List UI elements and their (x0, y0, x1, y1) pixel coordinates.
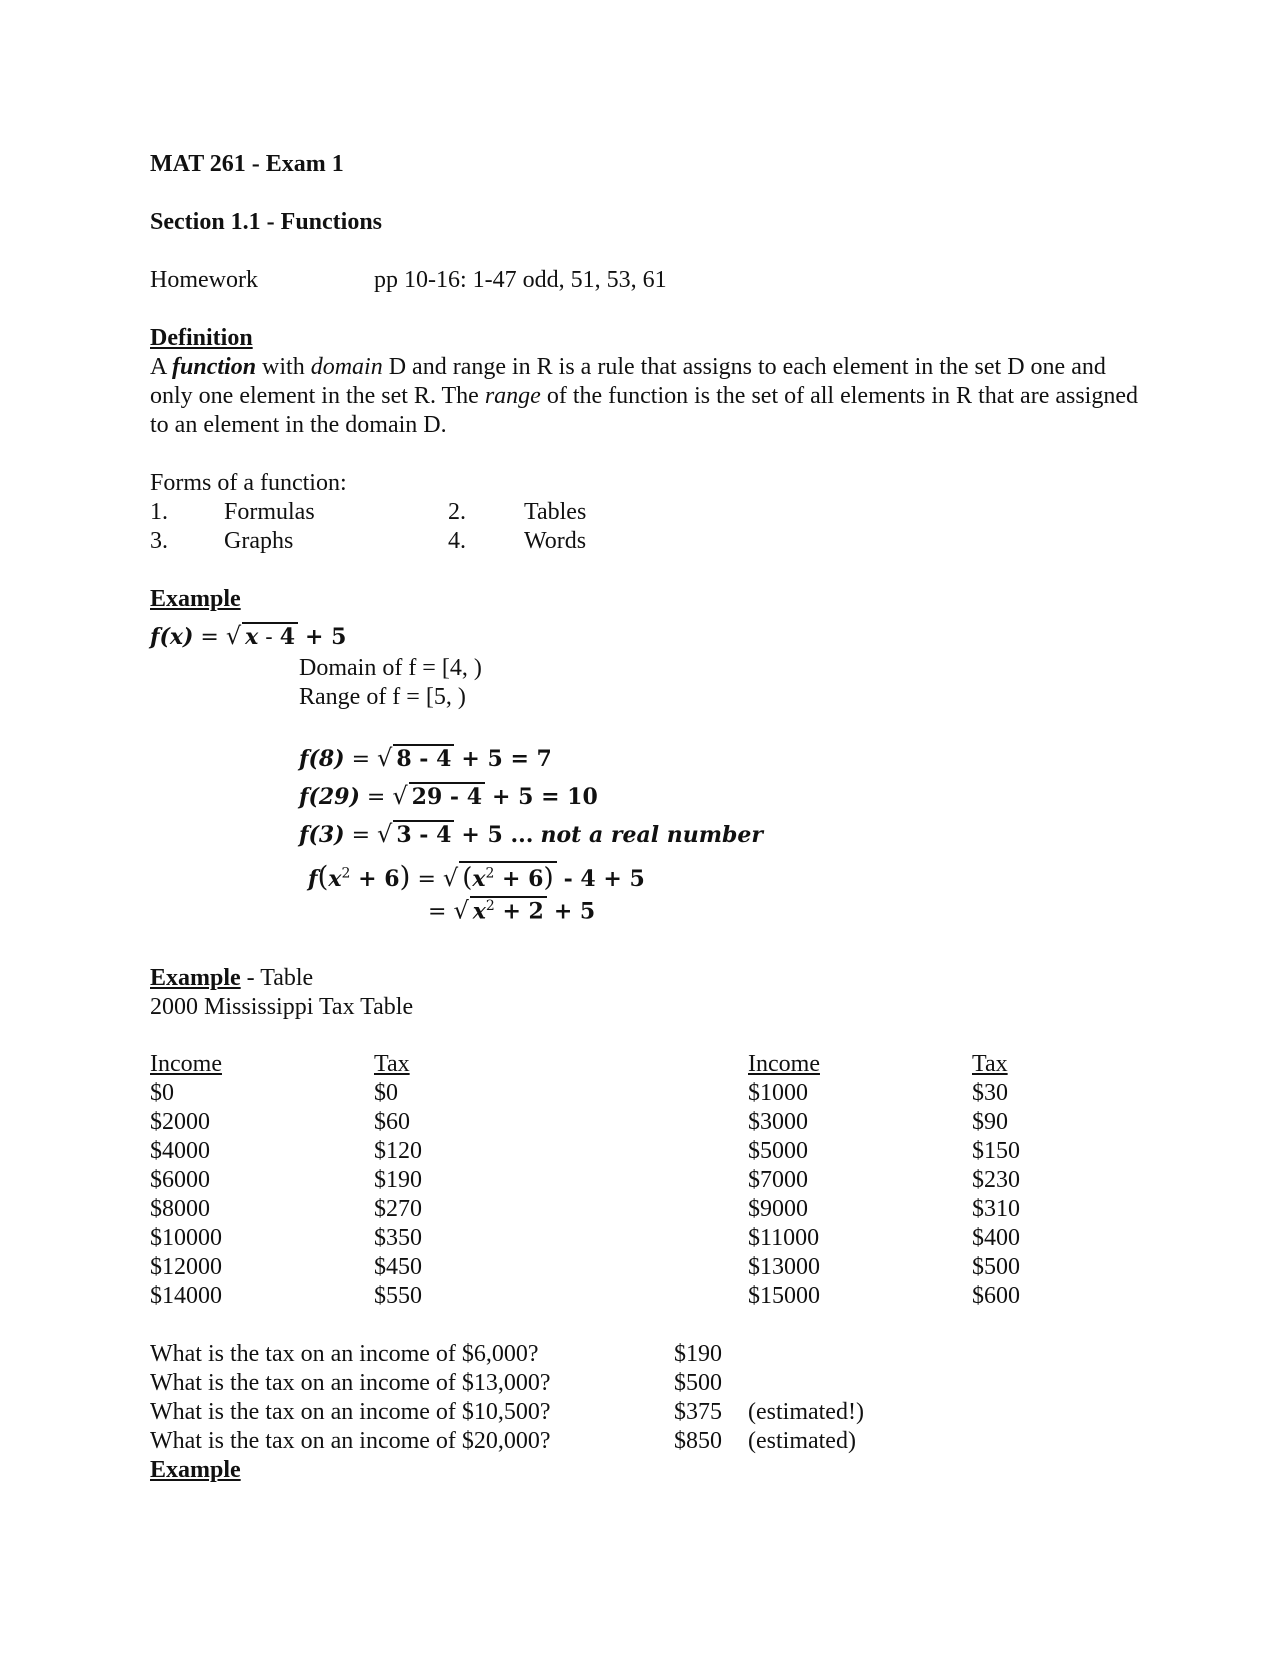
col-header-income-right: Income (748, 1051, 820, 1077)
radicand: 3 - 4 (393, 820, 454, 848)
section-heading: Section 1.1 - Functions (150, 209, 383, 235)
table-row (748, 1108, 1008, 1137)
equals-sign: = (366, 785, 386, 810)
form-label: Formulas (224, 499, 315, 525)
eval-lhs: f (308, 866, 318, 892)
definition-heading: Definition (150, 325, 253, 351)
question-text: What is the tax on an income of $6,000? (150, 1341, 539, 1367)
range-text: Range of f = [5, ) (299, 684, 466, 710)
table-row (150, 1195, 422, 1224)
table-row (150, 1253, 422, 1282)
eval-rest: + 5 ... (461, 822, 534, 848)
radical-sign: √ (225, 622, 242, 650)
form-number: 2. (448, 499, 466, 525)
cell-tax: $230 (972, 1167, 1020, 1193)
cell-income: $6000 (150, 1167, 210, 1193)
eval-f3 (299, 820, 763, 848)
right-table (748, 1079, 1020, 1311)
radicand (470, 896, 547, 924)
cell-tax: $450 (374, 1254, 422, 1280)
question-row (150, 1340, 722, 1369)
eval-fx2-simplified (428, 896, 595, 924)
left-table (150, 1079, 422, 1311)
eval-fx2: $f(x^2 + 6)$ = √ $(x^2 + 6) - 4 + 5$ (308, 860, 645, 893)
definition-text-part: of the function is the set of all elements in R that are assigned to an element in the domain D. (150, 383, 1139, 438)
cell-income: $1000 (748, 1080, 808, 1106)
table-row (748, 1195, 1020, 1224)
cell-income: $12000 (150, 1254, 222, 1280)
cell-income: $0 (150, 1080, 174, 1106)
answer-note: (estimated) (748, 1428, 856, 1454)
form-label: Graphs (224, 528, 294, 554)
form-label: Words (524, 528, 587, 554)
col-header-tax-left: Tax (374, 1051, 410, 1077)
cell-income: $14000 (150, 1283, 222, 1309)
eval-lhs: f(29) (299, 784, 360, 810)
homework-value: pp 10-16: 1-47 odd, 51, 53, 61 (374, 267, 667, 293)
form-number: 3. (150, 528, 168, 554)
equals-sign: = (417, 867, 436, 892)
equals-sign: = (200, 625, 219, 650)
question-row (150, 1427, 856, 1456)
document-title: MAT 261 - Exam 1 (150, 151, 344, 177)
cell-tax: $30 (972, 1080, 1008, 1106)
table-row (748, 1079, 1008, 1108)
domain-text: Domain of f = [4, ) (299, 655, 482, 681)
definition-text-part: with (256, 354, 311, 380)
radical-sign: √ (377, 744, 393, 772)
example-table-heading (150, 964, 313, 993)
radicand-exponent: 2 (485, 865, 495, 882)
radicand (242, 622, 298, 650)
eval-rest: + 5 = 10 (492, 784, 598, 810)
equals-sign: = (351, 823, 371, 848)
cell-income: $11000 (748, 1225, 820, 1251)
radicand-var: x (472, 866, 486, 892)
cell-tax: $550 (374, 1283, 422, 1309)
radical-sign: √ (392, 782, 408, 810)
cell-income: $15000 (748, 1283, 820, 1309)
cell-income: $10000 (150, 1225, 222, 1251)
arg-rest: + 6 (350, 866, 400, 892)
cell-tax: $400 (972, 1225, 1020, 1251)
table-row (150, 1224, 422, 1253)
cell-income: $3000 (748, 1109, 808, 1135)
radicand-rest: + 6 (494, 866, 544, 892)
cell-income: $9000 (748, 1196, 808, 1222)
example-suffix: - Table (240, 965, 314, 991)
plus-term: + 5 (305, 624, 347, 650)
cell-tax: $500 (972, 1254, 1020, 1280)
form-number: 4. (448, 528, 466, 554)
cell-tax: $60 (374, 1109, 410, 1135)
radicand: 8 - 4 (393, 744, 454, 772)
term-range: range (484, 383, 541, 409)
form-label: Tables (524, 499, 587, 525)
table-row (150, 1166, 422, 1195)
form-number: 1. (150, 499, 168, 525)
table-row (748, 1166, 1020, 1195)
radicand-var: x (245, 624, 259, 650)
radicand: 29 - 4 (409, 782, 485, 810)
cell-tax: $310 (972, 1196, 1020, 1222)
homework-label: Homework (150, 267, 258, 293)
answer-note: (estimated!) (748, 1399, 864, 1425)
definition-text (150, 353, 1150, 440)
radical-sign: √ (377, 820, 393, 848)
eval-note: not a real number (540, 822, 763, 848)
function-definition (150, 622, 346, 650)
table-row (748, 1253, 1020, 1282)
arg-var: x (328, 866, 342, 892)
footer-example-heading: Example (150, 1457, 241, 1483)
table-subtitle: 2000 Mississippi Tax Table (150, 994, 414, 1020)
eval-lhs: f(3) (299, 822, 345, 848)
eval-lhs: f(8) (299, 746, 345, 772)
cell-tax: $600 (972, 1283, 1020, 1309)
definition-text-part: D and range in R is a rule that assigns to each element in the set D one and only one element in the set R. The (150, 354, 1106, 409)
cell-tax: $90 (972, 1109, 1008, 1135)
radicand: $(x^2 + 6)$ (459, 861, 556, 893)
cell-tax: $190 (374, 1167, 422, 1193)
eval-rest: + 5 = 7 (461, 746, 552, 772)
table-row (748, 1224, 1020, 1253)
minus-sign: - (265, 625, 273, 650)
col-header-income-left: Income (150, 1051, 222, 1077)
eval-f8 (299, 744, 552, 772)
table-row (150, 1282, 422, 1311)
example-heading: Example (150, 586, 241, 612)
cell-income: $7000 (748, 1167, 808, 1193)
eval-f29 (299, 782, 598, 810)
question-text: What is the tax on an income of $10,500? (150, 1399, 551, 1425)
equals-sign: = (351, 747, 371, 772)
forms-intro: Forms of a function: (150, 470, 347, 496)
table-row (748, 1282, 1020, 1311)
arg-exponent: 2 (341, 865, 351, 882)
radical-sign: √ (442, 864, 459, 892)
radicand-rest: + 2 (494, 898, 544, 925)
cell-tax: $270 (374, 1196, 422, 1222)
table-row (748, 1137, 1020, 1166)
cell-tax: $0 (374, 1080, 398, 1106)
question-row (150, 1369, 722, 1398)
radicand-const: 4 (279, 624, 296, 650)
question-row (150, 1398, 864, 1427)
example-heading: Example (150, 965, 241, 991)
cell-income: $2000 (150, 1109, 210, 1135)
col-header-tax-right: Tax (972, 1051, 1008, 1077)
radical-sign: √ (453, 896, 469, 925)
term-function: function (172, 354, 257, 380)
table-row (150, 1079, 398, 1108)
question-text: What is the tax on an income of $20,000? (150, 1428, 551, 1454)
table-row (150, 1137, 422, 1166)
answer-text: $850 (674, 1428, 722, 1454)
cell-income: $13000 (748, 1254, 820, 1280)
eval-rest: - 4 + 5 (563, 866, 645, 892)
term-domain: domain (310, 354, 383, 380)
cell-tax: $120 (374, 1138, 422, 1164)
equals-sign: = (428, 899, 447, 925)
cell-tax: $350 (374, 1225, 422, 1251)
function-lhs: f(x) (150, 624, 194, 650)
answer-text: $500 (674, 1370, 722, 1396)
radicand-exponent: 2 (485, 898, 495, 914)
eval-rest: + 5 (553, 898, 596, 925)
answer-text: $190 (674, 1341, 722, 1367)
definition-text-part: A (150, 354, 173, 380)
radicand-var: x (472, 898, 486, 925)
table-row (150, 1108, 410, 1137)
cell-income: $4000 (150, 1138, 210, 1164)
question-text: What is the tax on an income of $13,000? (150, 1370, 551, 1396)
cell-income: $8000 (150, 1196, 210, 1222)
questions-list (150, 1340, 864, 1456)
cell-tax: $150 (972, 1138, 1020, 1164)
cell-income: $5000 (748, 1138, 808, 1164)
answer-text: $375 (674, 1399, 722, 1425)
